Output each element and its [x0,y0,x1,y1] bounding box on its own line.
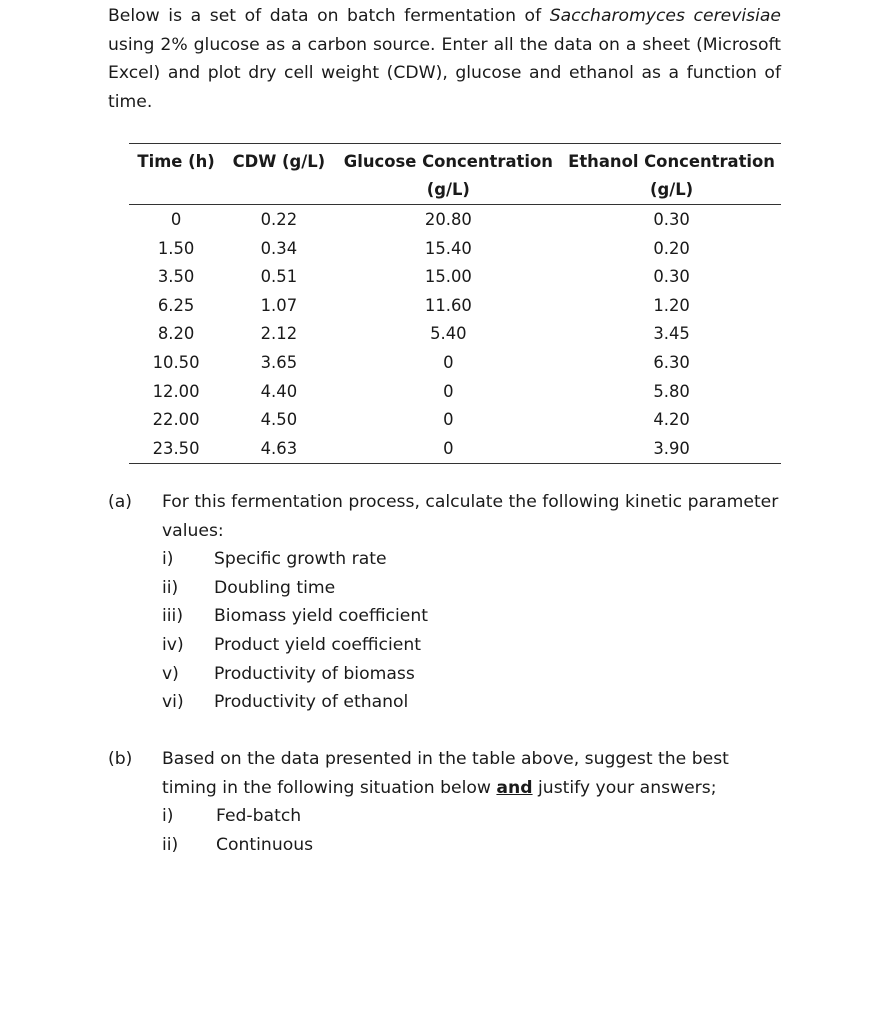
list-item-number: vi) [162,692,184,713]
cell-cdw: 1.07 [260,295,298,315]
header-time-unit [129,176,223,205]
list-item [162,574,782,603]
list-item-text: Productivity of ethanol [214,692,409,713]
cell-ethanol: 5.80 [653,381,690,401]
cell-time: 10.50 [152,352,200,372]
table-row [129,205,781,234]
header-ethanol-unit: (g/L) [562,176,781,205]
list-item-text: Specific growth rate [214,549,387,570]
table-row [129,234,781,263]
cell-cdw: 0.34 [260,238,298,258]
cell-glucose: 0 [335,434,563,463]
fermentation-data-table [129,143,781,464]
cell-time: 23.50 [129,434,223,463]
list-item-text: Product yield coefficient [214,634,421,655]
list-item-number: iii) [162,606,184,627]
cell-cdw: 4.63 [223,434,334,463]
table-header-units-row [129,176,781,205]
list-item-number: v) [162,663,179,684]
list-item-text: Productivity of biomass [214,663,415,684]
part-a-marker: (a) [108,492,132,512]
table-row [129,405,781,434]
table-row [129,320,781,349]
cell-glucose: 15.00 [424,267,472,287]
cell-glucose: 0 [443,352,454,372]
list-item [162,660,782,689]
list-item [162,631,782,660]
cell-ethanol: 3.45 [653,324,690,344]
cell-time: 22.00 [152,410,200,430]
cell-cdw: 0.22 [260,209,298,229]
intro-paragraph [108,2,781,116]
table-row [129,348,781,377]
list-item [162,688,782,717]
part-b-prompt-before: Based on the data presented in the table above, suggest the best timing in the following situation below [162,749,729,798]
cell-cdw: 4.50 [260,410,298,430]
part-b-body [162,745,782,859]
intro-text-before: Below is a set of data on batch fermentation of [108,6,550,26]
header-cdw: CDW (g/L) [223,144,334,176]
list-item [162,802,782,831]
cell-glucose: 11.60 [424,295,472,315]
list-item-number: i) [162,549,174,570]
header-glucose-unit: (g/L) [335,176,563,205]
part-a-body [162,488,782,717]
cell-ethanol: 6.30 [653,352,690,372]
cell-time: 1.50 [157,238,195,258]
cell-time: 12.00 [152,381,200,401]
list-item [162,831,782,860]
cell-time: 6.25 [157,295,195,315]
list-item-number: iv) [162,634,184,655]
list-item-text: Biomass yield coefficient [214,606,428,627]
part-b-prompt-after: justify your answers; [532,777,717,798]
table-row [129,434,781,463]
cell-ethanol: 1.20 [653,295,690,315]
header-ethanol: Ethanol Concentration [562,144,781,176]
list-item-text: Continuous [216,834,314,855]
cell-ethanol: 3.90 [562,434,781,463]
list-item [162,545,782,574]
cell-cdw: 4.40 [260,381,298,401]
cell-glucose: 20.80 [424,209,472,229]
cell-cdw: 0.51 [260,267,298,287]
cell-ethanol: 0.30 [653,209,690,229]
list-item-number: i) [162,806,174,827]
table-row [129,377,781,406]
cell-glucose: 0 [443,381,454,401]
cell-ethanol: 0.30 [653,267,690,287]
cell-cdw: 2.12 [260,324,298,344]
organism-name: Saccharomyces cerevisiae [549,6,781,26]
cell-ethanol: 4.20 [653,410,690,430]
table-row [129,262,781,291]
list-item-text: Doubling time [214,577,336,598]
cell-glucose: 0 [443,410,454,430]
header-time: Time (h) [129,144,223,176]
list-item-text: Fed-batch [216,806,302,827]
list-item-number: ii) [162,577,179,598]
part-b-marker: (b) [108,749,133,769]
cell-glucose: 15.40 [424,238,472,258]
cell-time: 8.20 [157,324,195,344]
cell-glucose: 5.40 [430,324,467,344]
header-cdw-unit [223,176,334,205]
cell-time: 3.50 [157,267,195,287]
table-header-row [129,144,781,176]
part-a-prompt: For this fermentation process, calculate the following kinetic parameter values: [162,492,779,541]
table-row [129,291,781,320]
part-b-emphasis: and [496,777,533,798]
part-b-prompt [162,745,782,802]
cell-ethanol: 0.20 [653,238,690,258]
list-item-number: ii) [162,834,179,855]
cell-cdw: 3.65 [260,352,298,372]
cell-time: 0 [170,209,182,229]
list-item [162,602,782,631]
header-glucose: Glucose Concentration [335,144,563,176]
intro-text-after: using 2% glucose as a carbon source. Enter all the data on a sheet (Microsoft Excel) and plot dry cell weight (CDW), glucose and ethanol as a function of time. [108,34,781,112]
